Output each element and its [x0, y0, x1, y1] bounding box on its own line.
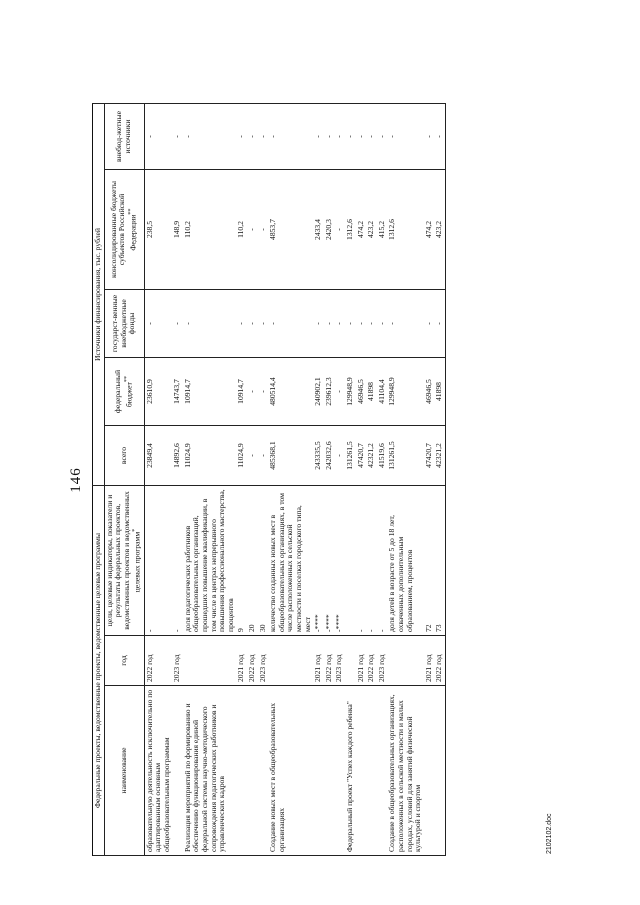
- row-year-cell: 2021 год: [356, 636, 367, 686]
- table-row: [172, 103, 183, 855]
- rotated-sheet: [60, 100, 560, 860]
- row-extra-cell: -: [345, 103, 356, 169]
- table-row: [424, 103, 435, 855]
- row-regional-cell: 110,2: [183, 170, 237, 290]
- row-total-cell: 14892,6: [172, 426, 183, 486]
- table-row: [247, 103, 258, 855]
- table-row: [377, 103, 388, 855]
- header-group-sources: Источники финансирования, тыс. рублей: [93, 103, 105, 485]
- table-row: [434, 103, 445, 855]
- row-regional-cell: 2420,3: [324, 170, 335, 290]
- row-regional-cell: 148,9: [172, 170, 183, 290]
- row-federal-cell: 10914,7: [236, 358, 247, 426]
- row-total-cell: -: [258, 426, 269, 486]
- row-goal-cell: 72: [424, 486, 435, 636]
- row-goal-cell: 20: [247, 486, 258, 636]
- row-extra-cell: -: [172, 103, 183, 169]
- row-year-cell: [387, 636, 423, 686]
- row-total-cell: 47420,7: [424, 426, 435, 486]
- row-goal-cell: 30: [258, 486, 269, 636]
- row-extra-cell: -: [356, 103, 367, 169]
- row-funds-cell: -: [345, 290, 356, 358]
- row-funds-cell: -: [236, 290, 247, 358]
- row-total-cell: 11024,9: [183, 426, 237, 486]
- row-federal-cell: 129948,9: [345, 358, 356, 426]
- row-funds-cell: -: [334, 290, 345, 358]
- row-funds-cell: -: [424, 290, 435, 358]
- table-row: [366, 103, 377, 855]
- table-row: [387, 103, 423, 855]
- header-regional: консолидированные бюджеты субъектов Российской Федерации**: [104, 170, 144, 290]
- row-regional-cell: 474,2: [424, 170, 435, 290]
- row-year-cell: 2022 год: [434, 636, 445, 686]
- row-extra-cell: -: [258, 103, 269, 169]
- row-federal-cell: 480514,4: [268, 358, 313, 426]
- row-federal-cell: -: [334, 358, 345, 426]
- row-regional-cell: -: [334, 170, 345, 290]
- row-regional-cell: 474,2: [356, 170, 367, 290]
- row-funds-cell: -: [377, 290, 388, 358]
- row-year-cell: 2022 год: [144, 636, 172, 686]
- row-federal-cell: 10914,7: [183, 358, 237, 426]
- row-extra-cell: -: [144, 103, 172, 169]
- row-funds-cell: -: [434, 290, 445, 358]
- row-total-cell: 131261,5: [345, 426, 356, 486]
- row-total-cell: 23849,4: [144, 426, 172, 486]
- row-funds-cell: -: [313, 290, 324, 358]
- header-total: всего: [104, 426, 144, 486]
- row-name-cell: [377, 686, 388, 856]
- row-federal-cell: 23610,9: [144, 358, 172, 426]
- header-federal: федеральный бюджет**: [104, 358, 144, 426]
- row-goal-cell: -: [172, 486, 183, 636]
- row-goal-cell: доля педагогических работников общеобразовательных организаций, прошедших повышение квалификации, в том числе в центрах непрерывного повышения профессионального мастерства, процентов: [183, 486, 237, 636]
- row-regional-cell: 1312,6: [387, 170, 423, 290]
- row-funds-cell: -: [324, 290, 335, 358]
- header-group-projects: Федеральные проекты, ведомственные проекты, ведомственные целевые программы: [93, 486, 105, 856]
- row-name-cell: [356, 686, 367, 856]
- row-name-cell: Федеральный проект "Успех каждого ребенка": [345, 686, 356, 856]
- row-regional-cell: 4853,7: [268, 170, 313, 290]
- row-regional-cell: 1312,6: [345, 170, 356, 290]
- table-row: [236, 103, 247, 855]
- row-funds-cell: -: [387, 290, 423, 358]
- row-federal-cell: 41898: [366, 358, 377, 426]
- row-total-cell: 243335,5: [313, 426, 324, 486]
- row-total-cell: 485368,1: [268, 426, 313, 486]
- row-extra-cell: -: [268, 103, 313, 169]
- row-funds-cell: -: [366, 290, 377, 358]
- row-name-cell: [424, 686, 435, 856]
- row-total-cell: -: [247, 426, 258, 486]
- header-state-funds: государст-венные внебюджетные фонды: [104, 290, 144, 358]
- row-funds-cell: -: [172, 290, 183, 358]
- row-goal-cell: доля детей в возрасте от 5 до 18 лет, охваченных дополнительным образованием, процентов: [387, 486, 423, 636]
- row-year-cell: 2023 год: [334, 636, 345, 686]
- row-regional-cell: 423,2: [366, 170, 377, 290]
- table-row: [268, 103, 313, 855]
- row-federal-cell: 41104,4: [377, 358, 388, 426]
- row-funds-cell: -: [258, 290, 269, 358]
- row-name-cell: [236, 686, 247, 856]
- row-goal-cell: [345, 486, 356, 636]
- header-name: наименование: [104, 686, 144, 856]
- row-regional-cell: 2433,4: [313, 170, 324, 290]
- row-extra-cell: -: [424, 103, 435, 169]
- row-goal-cell: 9: [236, 486, 247, 636]
- row-year-cell: 2021 год: [313, 636, 324, 686]
- row-federal-cell: -: [258, 358, 269, 426]
- row-total-cell: 47420,7: [356, 426, 367, 486]
- row-year-cell: 2022 год: [247, 636, 258, 686]
- row-total-cell: -: [334, 426, 345, 486]
- row-name-cell: образовательную деятельность исключительно по адаптированным основным общеобразовательным программам: [144, 686, 172, 856]
- file-name: 2102102.doc: [546, 813, 553, 854]
- row-goal-cell: -****: [313, 486, 324, 636]
- row-extra-cell: -: [183, 103, 237, 169]
- row-year-cell: 2021 год: [236, 636, 247, 686]
- row-regional-cell: 110,2: [236, 170, 247, 290]
- header-goals: цели, целевые индикаторы, показатели и результаты федеральных проектов, ведомственных проектов и ведомственных целевых программ*: [104, 486, 144, 636]
- row-funds-cell: -: [356, 290, 367, 358]
- row-regional-cell: 423,2: [434, 170, 445, 290]
- row-extra-cell: -: [366, 103, 377, 169]
- row-year-cell: [345, 636, 356, 686]
- row-year-cell: 2023 год: [258, 636, 269, 686]
- row-total-cell: 131261,5: [387, 426, 423, 486]
- row-name-cell: Реализация мероприятий по формированию и обеспечению функционирования единой федеральной системы научно-методического сопровождения педагогических работников и управленческих кадров: [183, 686, 237, 856]
- row-name-cell: Создание новых мест в общеобразовательных организациях: [268, 686, 313, 856]
- row-name-cell: [172, 686, 183, 856]
- row-name-cell: [313, 686, 324, 856]
- row-federal-cell: 46946,5: [356, 358, 367, 426]
- row-goal-cell: 73: [434, 486, 445, 636]
- table-row: [345, 103, 356, 855]
- row-year-cell: 2021 год: [424, 636, 435, 686]
- row-name-cell: Создание в общеобразовательных организациях, расположенных в сельской местности и малых городах, условий для занятий физической культурой и спортом: [387, 686, 423, 856]
- row-goal-cell: -****: [334, 486, 345, 636]
- row-goal-cell: количество созданных новых мест в общеобразовательных организациях, в том числе расположенных в сельской местности и поселках городского типа, мест: [268, 486, 313, 636]
- row-year-cell: 2023 год: [377, 636, 388, 686]
- row-goal-cell: -: [144, 486, 172, 636]
- row-name-cell: [324, 686, 335, 856]
- row-total-cell: 42321,2: [366, 426, 377, 486]
- row-federal-cell: -: [247, 358, 258, 426]
- row-extra-cell: -: [334, 103, 345, 169]
- row-name-cell: [434, 686, 445, 856]
- row-name-cell: [366, 686, 377, 856]
- row-year-cell: [268, 636, 313, 686]
- row-name-cell: [247, 686, 258, 856]
- row-federal-cell: 14743,7: [172, 358, 183, 426]
- row-goal-cell: -: [377, 486, 388, 636]
- row-funds-cell: -: [183, 290, 237, 358]
- table-row: [258, 103, 269, 855]
- table-row: [183, 103, 237, 855]
- finance-table-wrapper: [92, 104, 446, 856]
- row-regional-cell: -: [247, 170, 258, 290]
- row-total-cell: 41519,6: [377, 426, 388, 486]
- table-row: [324, 103, 335, 855]
- row-total-cell: 42321,2: [434, 426, 445, 486]
- row-extra-cell: -: [236, 103, 247, 169]
- row-regional-cell: 238,5: [144, 170, 172, 290]
- row-name-cell: [334, 686, 345, 856]
- table-row: [144, 103, 172, 855]
- row-regional-cell: -: [258, 170, 269, 290]
- table-row: [313, 103, 324, 855]
- row-funds-cell: -: [268, 290, 313, 358]
- row-extra-cell: -: [434, 103, 445, 169]
- page-number: 146: [68, 467, 84, 493]
- row-extra-cell: -: [247, 103, 258, 169]
- row-regional-cell: 415,2: [377, 170, 388, 290]
- row-goal-cell: -: [356, 486, 367, 636]
- row-extra-cell: -: [377, 103, 388, 169]
- row-year-cell: 2023 год: [172, 636, 183, 686]
- row-federal-cell: 46946,5: [424, 358, 435, 426]
- row-federal-cell: 239612,3: [324, 358, 335, 426]
- row-goal-cell: -: [366, 486, 377, 636]
- row-year-cell: [183, 636, 237, 686]
- row-federal-cell: 41898: [434, 358, 445, 426]
- row-total-cell: 242032,6: [324, 426, 335, 486]
- row-name-cell: [258, 686, 269, 856]
- header-extra: внебюд-жетные источники: [104, 103, 144, 169]
- table-row: [356, 103, 367, 855]
- row-year-cell: 2022 год: [324, 636, 335, 686]
- row-funds-cell: -: [247, 290, 258, 358]
- row-goal-cell: -****: [324, 486, 335, 636]
- row-federal-cell: 240902,1: [313, 358, 324, 426]
- finance-table: [92, 103, 446, 856]
- row-extra-cell: -: [324, 103, 335, 169]
- row-year-cell: 2022 год: [366, 636, 377, 686]
- header-year: год: [104, 636, 144, 686]
- row-funds-cell: -: [144, 290, 172, 358]
- row-federal-cell: 129948,9: [387, 358, 423, 426]
- row-extra-cell: -: [387, 103, 423, 169]
- row-total-cell: 11024,9: [236, 426, 247, 486]
- row-extra-cell: -: [313, 103, 324, 169]
- table-row: [334, 103, 345, 855]
